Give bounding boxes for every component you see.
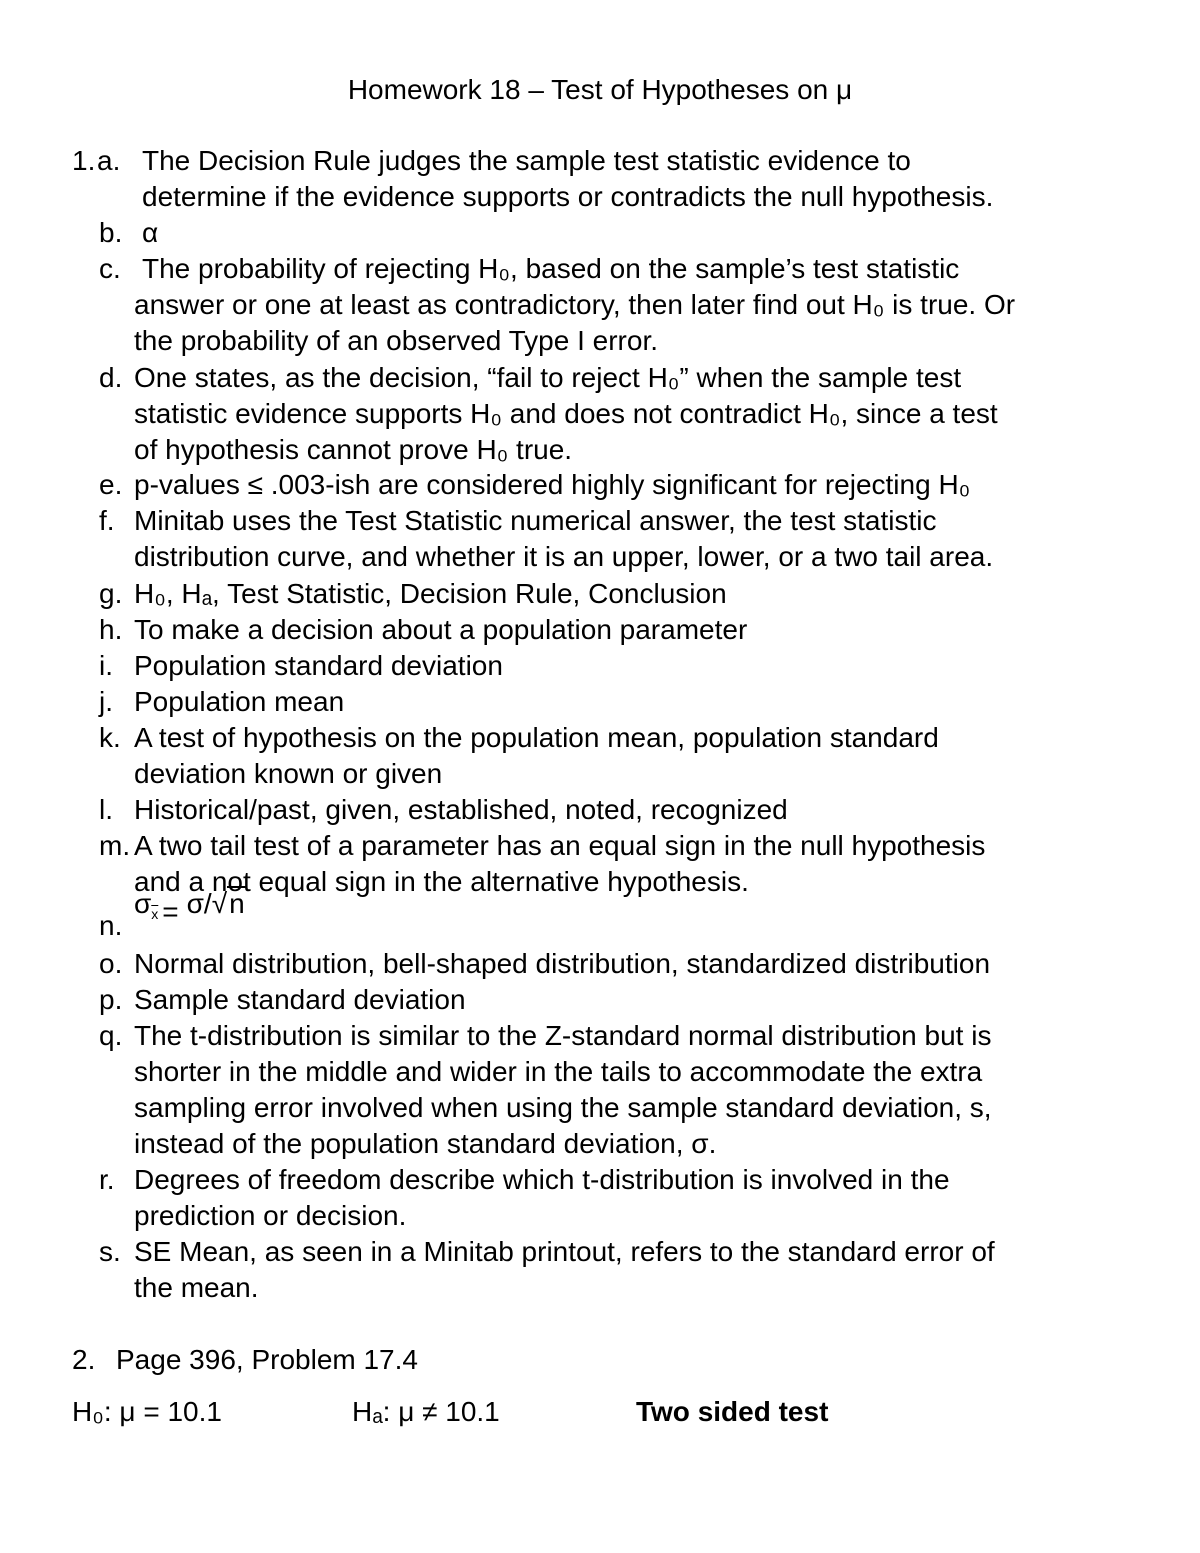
standard-error-formula bbox=[134, 886, 247, 926]
answer-text bbox=[134, 1162, 950, 1234]
answer-line: determine if the evidence supports or contradicts the null hypothesis. bbox=[142, 181, 994, 212]
sigma-symbol: σ bbox=[134, 888, 152, 919]
answer-line: Historical/past, given, established, noted, recognized bbox=[134, 794, 788, 825]
answer-line: To make a decision about a population parameter bbox=[134, 614, 748, 645]
answer-marker: d. bbox=[99, 362, 123, 393]
answer-line: One states, as the decision, “fail to reject H₀” when the sample test bbox=[134, 362, 962, 393]
page-title: Homework 18 – Test of Hypotheses on μ bbox=[347, 74, 853, 105]
answer-text bbox=[134, 251, 1016, 359]
answer-text bbox=[134, 828, 985, 900]
answer-text bbox=[134, 467, 970, 503]
answer-marker: f. bbox=[99, 505, 115, 536]
answer-marker: j. bbox=[99, 686, 113, 717]
answer-marker: a. bbox=[97, 145, 121, 176]
answer-line: answer or one at least as contradictory, then later find out H₀ is true. Or bbox=[134, 289, 1016, 320]
answer-line: instead of the population standard deviation, σ. bbox=[134, 1128, 717, 1159]
x-bar-subscript: x bbox=[151, 906, 159, 922]
answer-text bbox=[134, 982, 466, 1018]
answer-marker: h. bbox=[99, 614, 123, 645]
answer-text bbox=[142, 215, 158, 251]
answer-line: sampling error involved when using the sample standard deviation, s, bbox=[134, 1092, 992, 1123]
answer-text bbox=[134, 946, 990, 982]
answer-line: shorter in the middle and wider in the tails to accommodate the extra bbox=[134, 1056, 983, 1087]
answer-text bbox=[134, 1234, 995, 1306]
answer-marker: b. bbox=[99, 217, 123, 248]
answer-marker: n. bbox=[99, 910, 123, 941]
answer-marker: o. bbox=[99, 948, 123, 979]
answer-line: Population mean bbox=[134, 686, 345, 717]
radicand-n: n bbox=[229, 888, 245, 919]
answer-text bbox=[134, 1018, 992, 1162]
answer-line: p-values ≤ .003-ish are considered highly significant for rejecting H₀ bbox=[134, 469, 971, 500]
answer-marker: c. bbox=[99, 253, 121, 284]
answer-marker: q. bbox=[99, 1020, 123, 1051]
answer-text bbox=[134, 720, 939, 792]
test-type-label: Two sided test bbox=[636, 1396, 829, 1427]
problem-2-heading-row bbox=[72, 1342, 418, 1378]
null-hypothesis: H₀: μ = 10.1 bbox=[72, 1396, 222, 1427]
answer-text bbox=[134, 503, 993, 575]
answer-line: A test of hypothesis on the population mean, population standard bbox=[134, 722, 939, 753]
answer-marker: g. bbox=[99, 578, 123, 609]
answer-line: H₀, Hₐ, Test Statistic, Decision Rule, Conclusion bbox=[134, 578, 727, 609]
answer-line: Degrees of freedom describe which t-distribution is involved in the bbox=[134, 1164, 950, 1195]
answer-text bbox=[134, 360, 998, 468]
answer-line: of hypothesis cannot prove H₀ true. bbox=[134, 434, 573, 465]
answer-marker: l. bbox=[99, 794, 113, 825]
answer-line: α bbox=[142, 217, 159, 248]
answer-line: The Decision Rule judges the sample test statistic evidence to bbox=[142, 145, 911, 176]
answer-line: Normal distribution, bell-shaped distribution, standardized distribution bbox=[134, 948, 991, 979]
alternative-hypothesis: Hₐ: μ ≠ 10.1 bbox=[352, 1396, 500, 1427]
answer-text bbox=[142, 143, 993, 215]
answer-marker: s. bbox=[99, 1236, 121, 1267]
answer-marker: k. bbox=[99, 722, 121, 753]
problem-2-number: 2. bbox=[72, 1344, 96, 1375]
answer-text bbox=[134, 576, 727, 612]
problem-2-heading: Page 396, Problem 17.4 bbox=[116, 1344, 418, 1375]
sigma-over: σ/ bbox=[186, 888, 212, 919]
answer-line: A two tail test of a parameter has an equal sign in the null hypothesis bbox=[134, 830, 986, 861]
answer-line: The probability of rejecting H₀, based on the sample’s test statistic bbox=[142, 253, 960, 284]
answer-text bbox=[134, 792, 788, 828]
answer-marker: p. bbox=[99, 984, 123, 1015]
answer-marker: e. bbox=[99, 469, 123, 500]
answer-line: the probability of an observed Type I error. bbox=[134, 325, 659, 356]
answer-line: Minitab uses the Test Statistic numerical answer, the test statistic bbox=[134, 505, 937, 536]
answer-line: the mean. bbox=[134, 1272, 259, 1303]
answer-line: and a not equal sign in the alternative hypothesis. bbox=[134, 866, 749, 897]
answer-marker: i. bbox=[99, 650, 113, 681]
answer-line: The t-distribution is similar to the Z-standard normal distribution but is bbox=[134, 1020, 992, 1051]
problem-1-number: 1. bbox=[72, 145, 96, 176]
answer-line: Population standard deviation bbox=[134, 650, 503, 681]
answer-text bbox=[134, 684, 344, 720]
square-root-icon: √ bbox=[211, 888, 228, 919]
answer-marker: m. bbox=[99, 830, 131, 861]
answer-line: deviation known or given bbox=[134, 758, 443, 789]
answer-text bbox=[134, 648, 503, 684]
equals-sign: = bbox=[162, 896, 179, 927]
answer-marker: r. bbox=[99, 1164, 115, 1195]
answer-line: statistic evidence supports H₀ and does not contradict H₀, since a test bbox=[134, 398, 998, 429]
answer-text bbox=[134, 612, 747, 648]
answer-line: prediction or decision. bbox=[134, 1200, 407, 1231]
answer-line: SE Mean, as seen in a Minitab printout, refers to the standard error of bbox=[134, 1236, 995, 1267]
answer-line: Sample standard deviation bbox=[134, 984, 466, 1015]
answer-line: distribution curve, and whether it is an upper, lower, or a two tail area. bbox=[134, 541, 994, 572]
